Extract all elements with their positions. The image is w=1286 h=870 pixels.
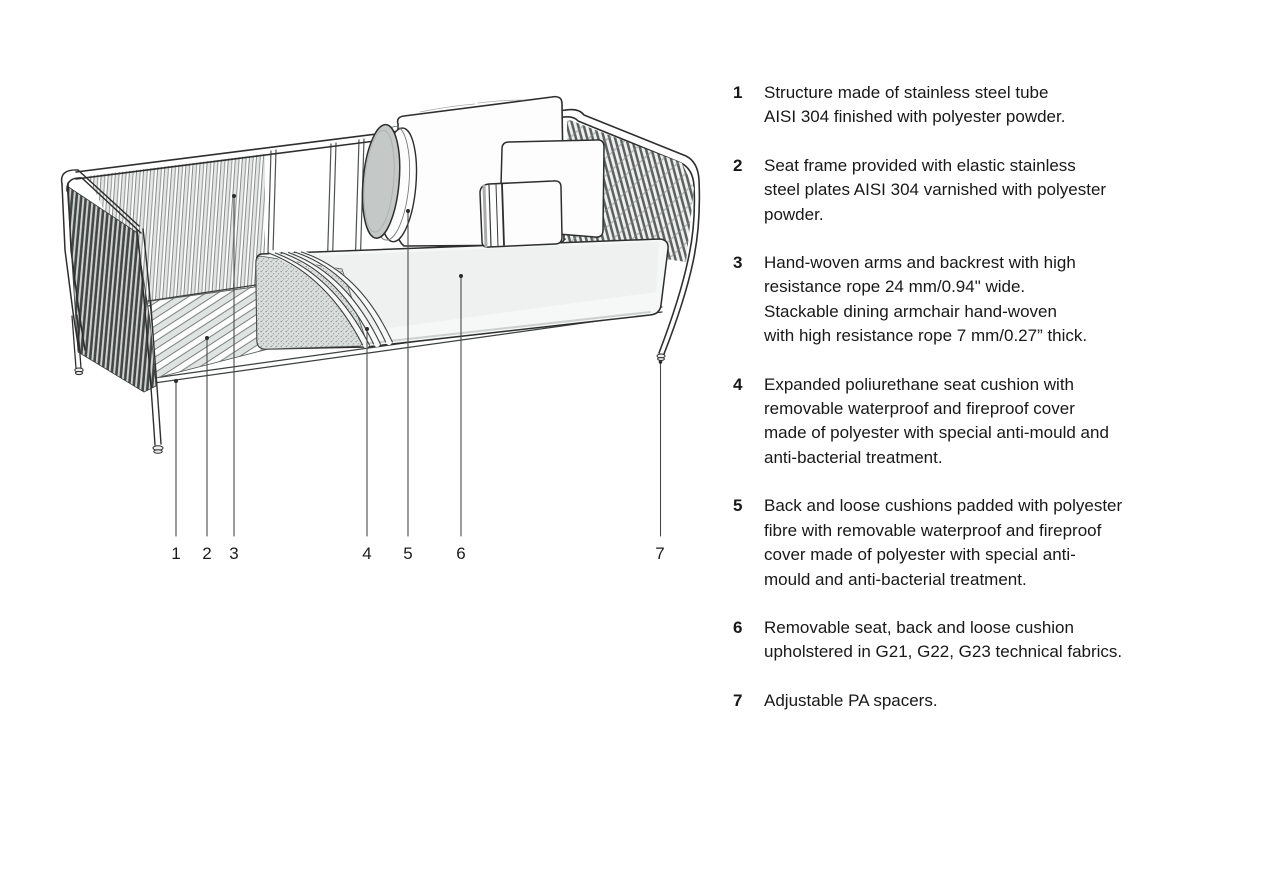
- legend-item: [733, 616, 1205, 665]
- legend-item: [733, 154, 1205, 227]
- legend-item-line: removable waterproof and fireproof cover: [764, 399, 1075, 419]
- legend-item-line: made of polyester with special anti-mould and: [764, 423, 1109, 443]
- legend-item-line: mould and anti-bacterial treatment.: [764, 569, 1027, 589]
- legend-item: [733, 251, 1205, 349]
- legend-item-number: 2: [733, 155, 743, 175]
- legend-item-line: upholstered in G21, G22, G23 technical fabrics.: [764, 642, 1123, 662]
- legend-item-line: with high resistance rope 7 mm/0.27” thick.: [764, 326, 1088, 346]
- legend-item-text: [764, 689, 1205, 713]
- legend-item-line: Adjustable PA spacers.: [764, 690, 938, 710]
- legend-item-line: Back and loose cushions padded with polyester: [764, 496, 1123, 516]
- legend-item-line: Removable seat, back and loose cushion: [764, 617, 1074, 637]
- callout-number: 4: [362, 544, 372, 563]
- seat-cushion: [256, 239, 668, 349]
- legend-item: [733, 689, 1205, 713]
- callout-number: 7: [655, 544, 665, 563]
- small-pillow: [480, 181, 562, 247]
- front-right-leg: [657, 354, 665, 361]
- legend-item-number: 6: [733, 617, 743, 637]
- legend-item-line: steel plates AISI 304 varnished with polyester: [764, 180, 1107, 200]
- legend-item-text: [764, 494, 1205, 592]
- legend-item: [733, 494, 1205, 592]
- legend-item-number: 7: [733, 690, 743, 710]
- legend-item-number: 1: [733, 83, 743, 102]
- legend-item-line: AISI 304 finished with polyester powder.: [764, 107, 1066, 127]
- legend-item-number: 5: [733, 496, 743, 516]
- legend-item-line: Stackable dining armchair hand-woven: [764, 301, 1057, 321]
- legend-item-line: fibre with removable waterproof and fireproof: [764, 520, 1102, 540]
- legend-item-line: Structure made of stainless steel tube: [764, 83, 1049, 102]
- legend-item-line: Hand-woven arms and backrest with high: [764, 253, 1076, 273]
- legend-item-text: [764, 373, 1205, 471]
- callout-number: 6: [456, 544, 466, 563]
- legend-item: [733, 81, 1205, 130]
- callout-number: 1: [171, 544, 181, 563]
- callout-number: 3: [229, 544, 239, 563]
- legend-item-number: 4: [733, 374, 743, 394]
- legend-item-line: resistance rope 24 mm/0.94" wide.: [764, 277, 1026, 297]
- product-figure: [0, 0, 720, 580]
- legend-item-line: anti-bacterial treatment.: [764, 447, 943, 467]
- sofa-line-drawing: [0, 0, 720, 580]
- legend-item-line: Expanded poliurethane seat cushion with: [764, 374, 1074, 394]
- legend-item-text: [764, 81, 1205, 130]
- legend-item: [733, 373, 1205, 471]
- callout-number: 2: [202, 544, 212, 563]
- legend-item-text: [764, 251, 1205, 349]
- legend: [733, 81, 1205, 737]
- legend-item-text: [764, 154, 1205, 227]
- legend-item-number: 3: [733, 253, 743, 273]
- legend-item-text: [764, 616, 1205, 665]
- legend-item-line: Seat frame provided with elastic stainless: [764, 155, 1076, 175]
- legend-item-line: cover made of polyester with special anti-: [764, 545, 1076, 565]
- legend-item-line: powder.: [764, 204, 824, 224]
- callout-number: 5: [403, 544, 413, 563]
